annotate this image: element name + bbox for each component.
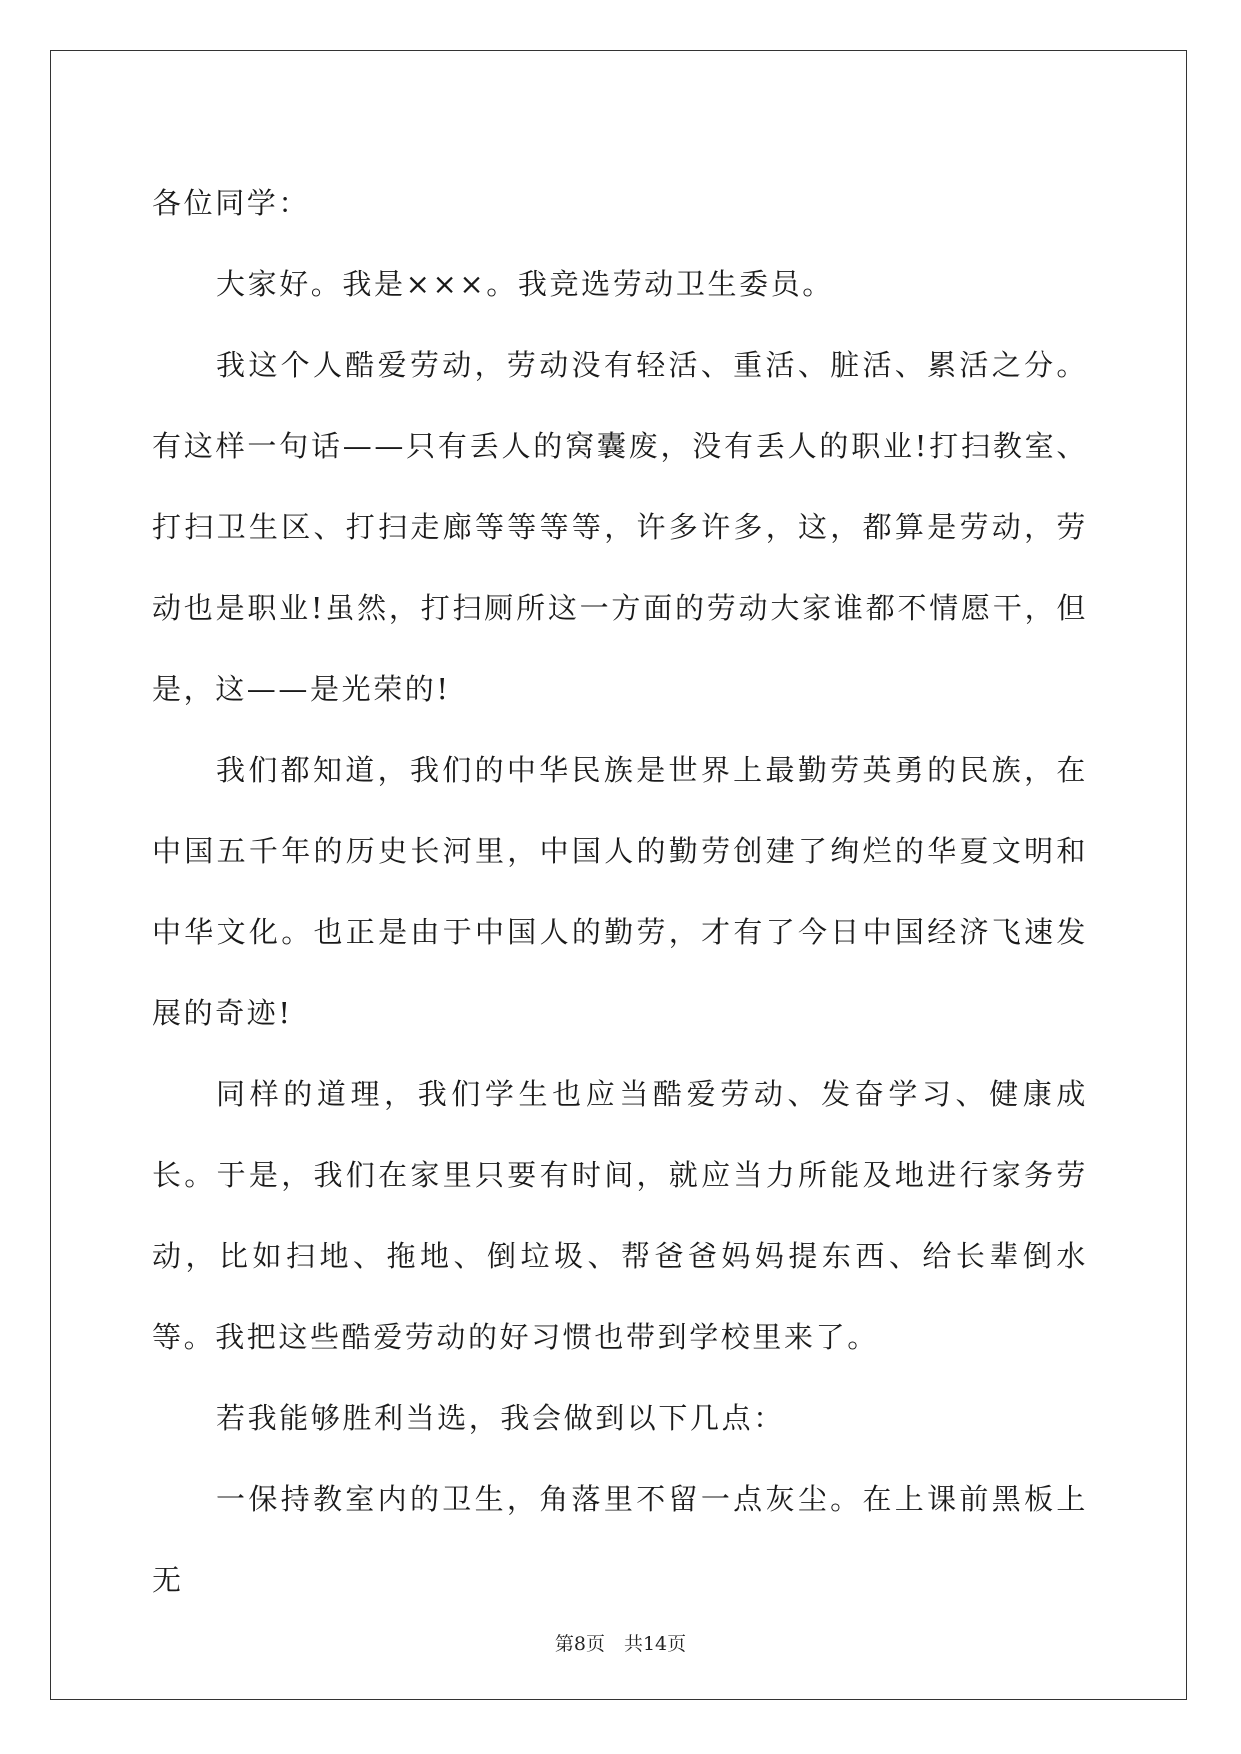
document-body	[152, 163, 1088, 1621]
paragraph-if-elected: 若我能够胜利当选，我会做到以下几点：	[216, 1401, 785, 1435]
paragraph-greeting: 大家好。我是×××。我竞选劳动卫生委员。	[216, 267, 834, 301]
salutation: 各位同学：	[152, 186, 311, 220]
page-number: 第8页 共14页	[554, 1633, 687, 1655]
paragraph-students: 同样的道理，我们学生也应当酷爱劳动、发奋学习、健康成长。于是，我们在家里只要有时间，就应当力所能及地进行家务劳动，比如扫地、拖地、倒垃圾、帮爸爸妈妈提东西、给长辈倒水等。我把这些酷爱劳动的好习惯也带到学校里来了。	[152, 1077, 1088, 1354]
paragraph-point-one: 一保持教室内的卫生，角落里不留一点灰尘。在上课前黑板上无	[152, 1482, 1088, 1597]
paragraph-love-labor: 我这个人酷爱劳动，劳动没有轻活、重活、脏活、累活之分。有这样一句话——只有丢人的窝囊废，没有丢人的职业!打扫教室、打扫卫生区、打扫走廊等等等等，许多许多，这，都算是劳动，劳动也是职业!虽然，打扫厕所这一方面的劳动大家谁都不情愿干，但是，这——是光荣的!	[152, 348, 1088, 706]
paragraph-chinese-diligence: 我们都知道，我们的中华民族是世界上最勤劳英勇的民族，在中国五千年的历史长河里，中国人的勤劳创建了绚烂的华夏文明和中华文化。也正是由于中国人的勤劳，才有了今日中国经济飞速发展的奇迹!	[152, 753, 1088, 1030]
